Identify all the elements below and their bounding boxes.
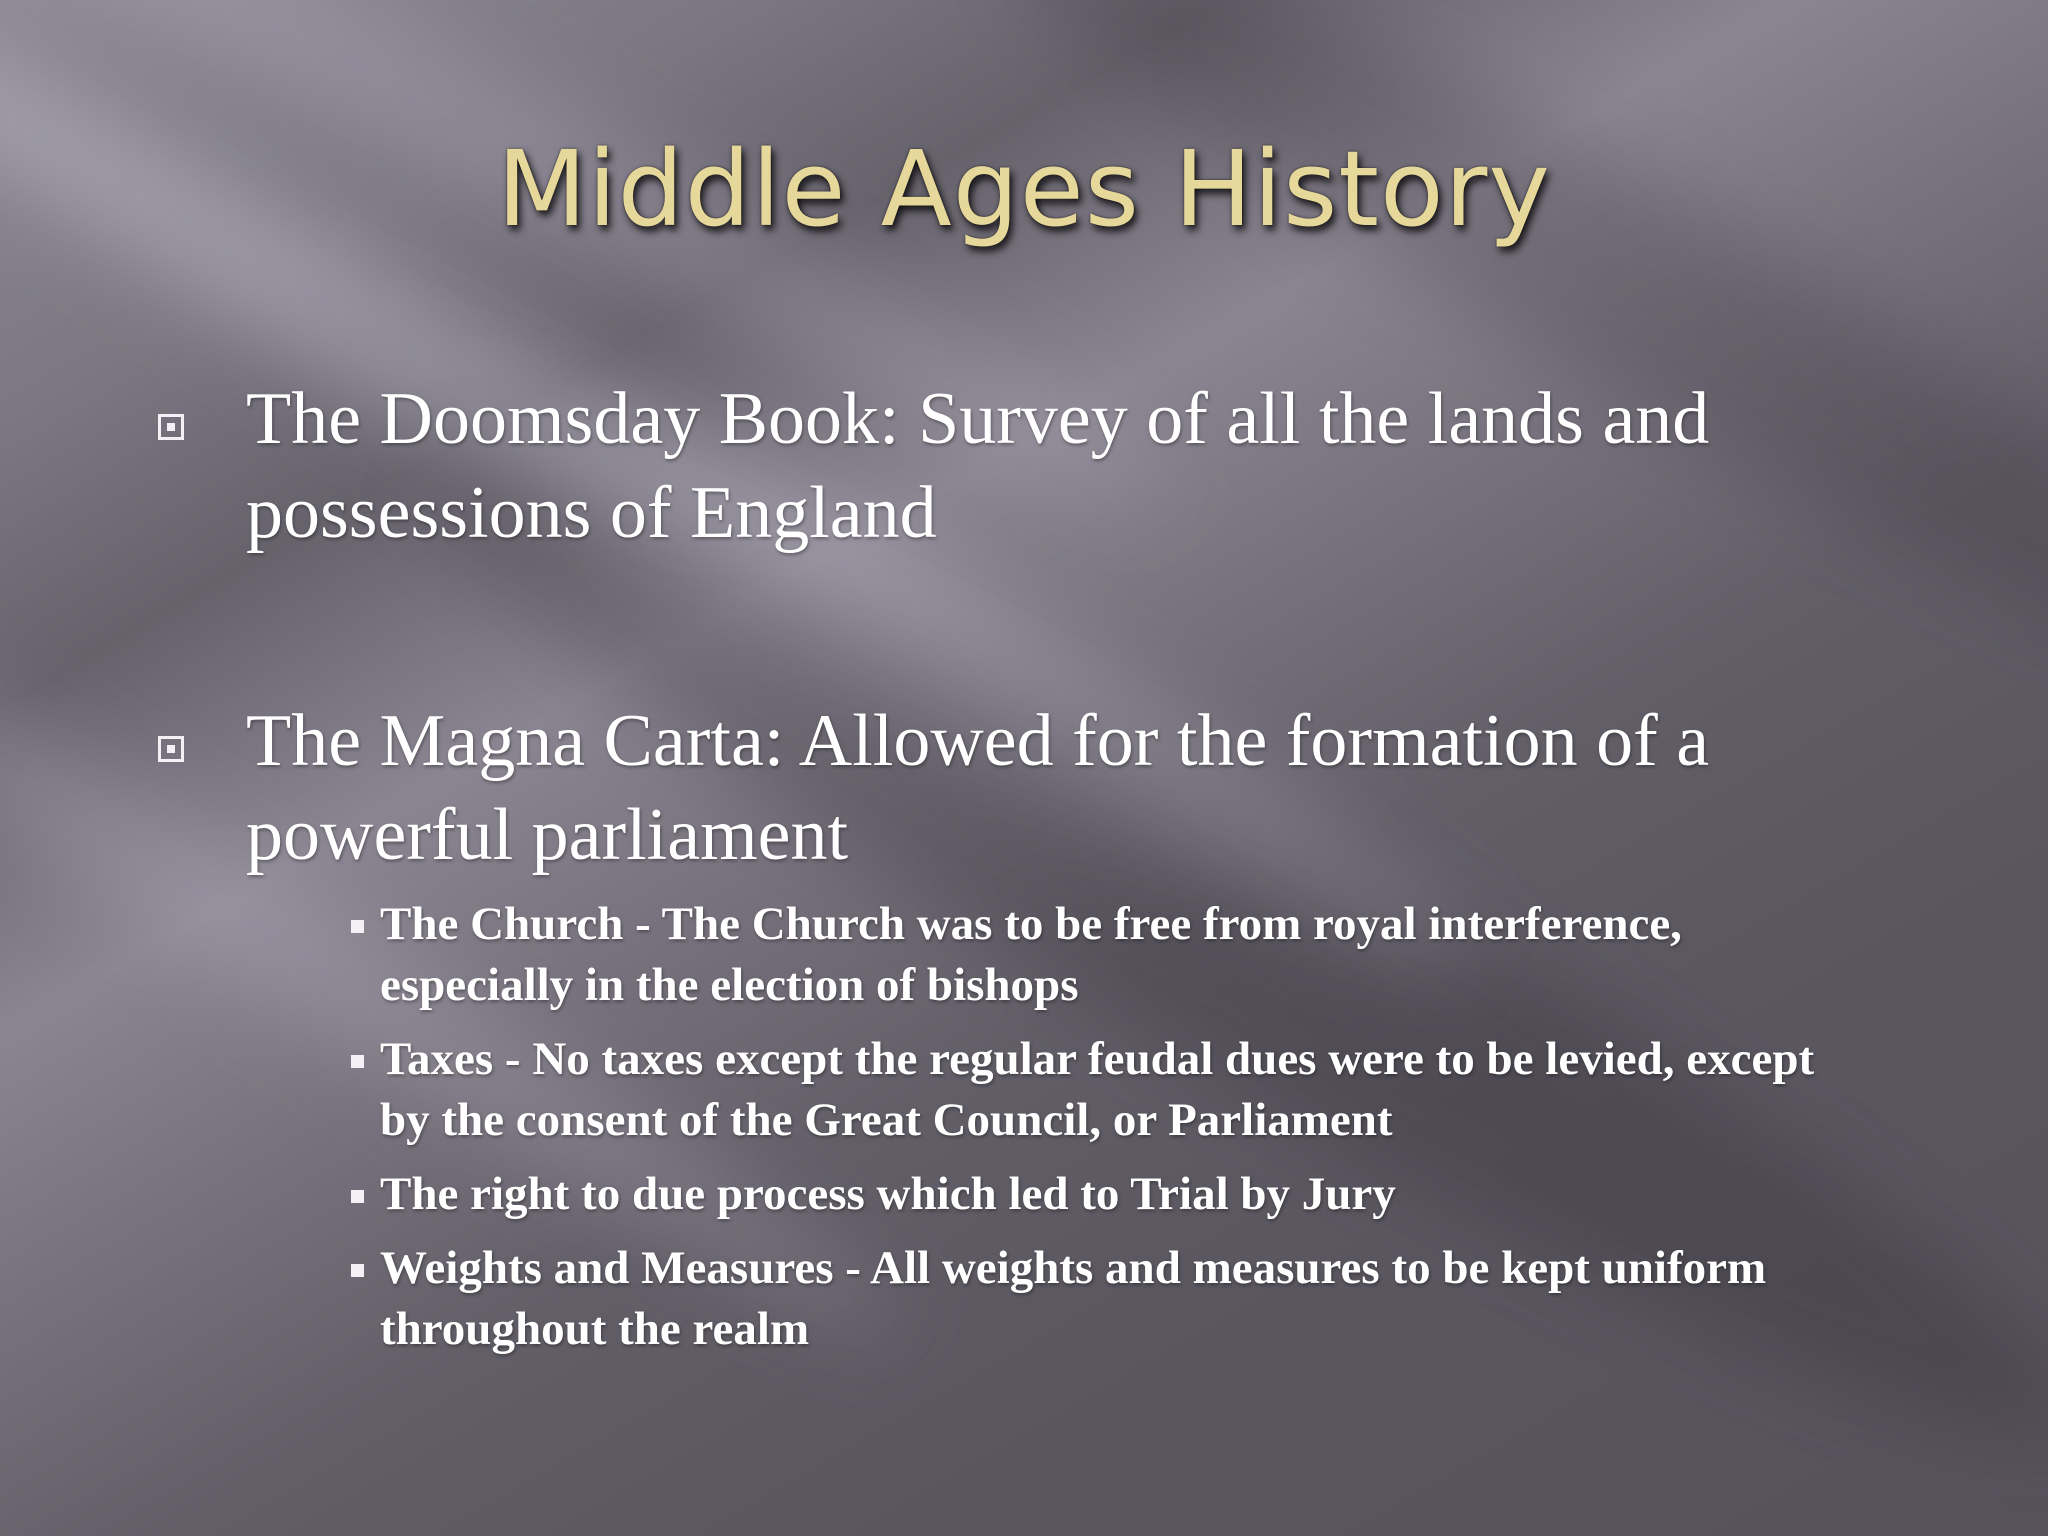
- sub-bullet-item: [318, 894, 1830, 1016]
- sub-bullet-item: [318, 1029, 1830, 1151]
- bullet-item: [150, 372, 1970, 560]
- sub-bullet-list: [318, 894, 1970, 1360]
- sub-bullet-text: Weights and Measures - All weights and measures to be kept uniform throughout the realm: [380, 1242, 1767, 1355]
- square-bullet-icon: [351, 1264, 364, 1277]
- sub-bullet-text: Taxes - No taxes except the regular feudal dues were to be levied, except by the consent of the Great Council, or Parliament: [380, 1033, 1815, 1146]
- bullet-text: The Doomsday Book: Survey of all the lands and possessions of England: [246, 378, 1710, 554]
- square-bullet-icon: [351, 1190, 364, 1203]
- boxed-square-bullet-icon: [158, 736, 184, 762]
- sub-bullet-text: The Church - The Church was to be free from royal interference, especially in the election of bishops: [380, 898, 1682, 1011]
- square-bullet-icon: [351, 920, 364, 933]
- square-bullet-icon: [351, 1055, 364, 1068]
- sub-bullet-item: [318, 1238, 1830, 1360]
- bullet-text: The Magna Carta: Allowed for the formation of a powerful parliament: [246, 700, 1710, 876]
- slide-body: [150, 372, 1970, 1360]
- sub-bullet-text: The right to due process which led to Trial by Jury: [380, 1168, 1396, 1220]
- slide-title: Middle Ages History: [497, 128, 1551, 250]
- boxed-square-bullet-icon: [158, 414, 184, 440]
- sub-bullet-item: [318, 1164, 1830, 1225]
- bullet-item: [150, 694, 1970, 1360]
